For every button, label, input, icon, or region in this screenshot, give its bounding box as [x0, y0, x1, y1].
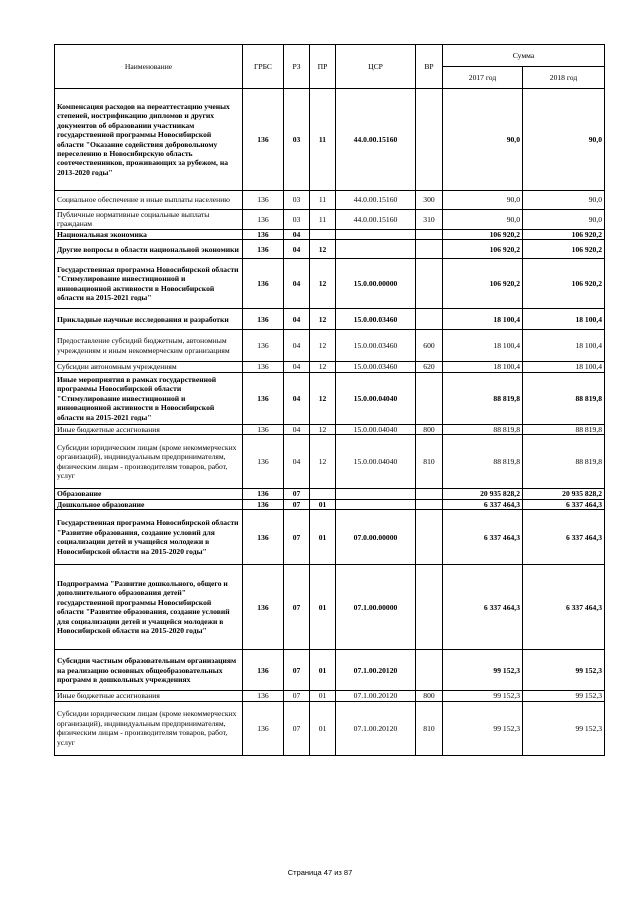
row-sum-2018: 6 337 464,3: [523, 499, 605, 509]
row-rz: 07: [284, 691, 310, 701]
row-sum-2017: 90,0: [443, 210, 523, 230]
row-sum-2018: 106 920,2: [523, 259, 605, 309]
row-pr: 01: [310, 565, 336, 650]
row-csr: 15.0.00.04040: [336, 435, 416, 489]
table-row: [55, 330, 605, 362]
row-rz: 04: [284, 259, 310, 309]
row-rz: 04: [284, 309, 310, 330]
row-grbs: 136: [243, 259, 284, 309]
row-csr: 07.1.00.20120: [336, 691, 416, 701]
table-row: [55, 565, 605, 650]
table-row: [55, 489, 605, 499]
row-vr: 300: [416, 191, 443, 210]
row-grbs: 136: [243, 229, 284, 239]
row-grbs: 136: [243, 191, 284, 210]
page-number: Страница 47 из 87: [287, 868, 353, 877]
row-pr: [310, 229, 336, 239]
row-rz: 04: [284, 435, 310, 489]
table-row: [55, 510, 605, 565]
row-vr: 620: [416, 362, 443, 372]
row-csr: [336, 499, 416, 509]
row-csr: 07.0.00.00000: [336, 510, 416, 565]
row-sum-2018: 18 100,4: [523, 309, 605, 330]
row-vr: [416, 565, 443, 650]
row-sum-2017: 88 819,8: [443, 372, 523, 424]
row-csr: 15.0.00.03460: [336, 362, 416, 372]
row-rz: 04: [284, 229, 310, 239]
row-name: Социальное обеспечение и иные выплаты населению: [55, 191, 243, 210]
row-csr: [336, 489, 416, 499]
row-rz: 03: [284, 210, 310, 230]
row-csr: 15.0.00.04040: [336, 424, 416, 434]
row-pr: 12: [310, 435, 336, 489]
header-row: [55, 45, 605, 67]
row-vr: 800: [416, 424, 443, 434]
row-sum-2017: 18 100,4: [443, 362, 523, 372]
row-csr: 07.1.00.00000: [336, 565, 416, 650]
row-sum-2017: 18 100,4: [443, 309, 523, 330]
col-header-csr: ЦСР: [336, 45, 416, 89]
row-pr: 01: [310, 510, 336, 565]
row-vr: [416, 499, 443, 509]
row-sum-2018: 88 819,8: [523, 424, 605, 434]
row-name: Субсидии юридическим лицам (кроме некоммерческих организаций), индивидуальным предпринимателям, физическим лицам - производителям товаров, работ, услуг: [55, 435, 243, 489]
row-sum-2017: 20 935 828,2: [443, 489, 523, 499]
row-sum-2017: 106 920,2: [443, 259, 523, 309]
row-name: Публичные нормативные социальные выплаты гражданам: [55, 210, 243, 230]
row-name: Другие вопросы в области национальной экономики: [55, 240, 243, 259]
row-csr: 15.0.00.03460: [336, 330, 416, 362]
table-row: [55, 210, 605, 230]
row-csr: 07.1.00.20120: [336, 701, 416, 755]
row-grbs: 136: [243, 362, 284, 372]
row-sum-2018: 90,0: [523, 191, 605, 210]
table-row: [55, 362, 605, 372]
row-name: Государственная программа Новосибирской области "Развитие образования, создание условий для социализации детей и учащейся молодежи в Новосибирской области на 2015-2020 годы": [55, 510, 243, 565]
table-row: [55, 424, 605, 434]
row-grbs: 136: [243, 240, 284, 259]
col-header-name: Наименование: [55, 45, 243, 89]
row-name: Государственная программа Новосибирской области "Стимулирование инвестиционной и инновационной активности в Новосибирской области на 2015-2021 годы": [55, 259, 243, 309]
row-sum-2017: 90,0: [443, 191, 523, 210]
col-header-rz: РЗ: [284, 45, 310, 89]
row-vr: [416, 89, 443, 191]
row-name: Иные бюджетные ассигнования: [55, 424, 243, 434]
row-sum-2018: 6 337 464,3: [523, 510, 605, 565]
row-csr: 44.0.00.15160: [336, 210, 416, 230]
row-pr: 11: [310, 89, 336, 191]
col-header-grbs: ГРБС: [243, 45, 284, 89]
row-csr: 07.1.00.20120: [336, 650, 416, 691]
row-csr: 44.0.00.15160: [336, 89, 416, 191]
row-pr: 11: [310, 191, 336, 210]
row-sum-2018: 99 152,3: [523, 650, 605, 691]
row-name: Предоставление субсидий бюджетным, автономным учреждениям и иным некоммерческим организациям: [55, 330, 243, 362]
row-vr: [416, 510, 443, 565]
row-sum-2018: 6 337 464,3: [523, 565, 605, 650]
col-header-sum: Сумма: [443, 45, 605, 67]
row-grbs: 136: [243, 372, 284, 424]
row-sum-2018: 99 152,3: [523, 701, 605, 755]
row-vr: 600: [416, 330, 443, 362]
row-sum-2017: 106 920,2: [443, 240, 523, 259]
table-row: [55, 691, 605, 701]
row-grbs: 136: [243, 701, 284, 755]
row-sum-2017: 6 337 464,3: [443, 499, 523, 509]
row-rz: 03: [284, 191, 310, 210]
row-sum-2018: 20 935 828,2: [523, 489, 605, 499]
row-vr: [416, 240, 443, 259]
row-name: Субсидии автономным учреждениям: [55, 362, 243, 372]
row-vr: 810: [416, 701, 443, 755]
row-pr: 12: [310, 259, 336, 309]
table-row: [55, 435, 605, 489]
row-rz: 04: [284, 240, 310, 259]
row-vr: [416, 259, 443, 309]
row-rz: 03: [284, 89, 310, 191]
table-row: [55, 240, 605, 259]
row-sum-2017: 99 152,3: [443, 701, 523, 755]
row-csr: 15.0.00.03460: [336, 309, 416, 330]
table-row: [55, 701, 605, 755]
row-name: Прикладные научные исследования и разработки: [55, 309, 243, 330]
row-vr: [416, 309, 443, 330]
row-rz: 04: [284, 372, 310, 424]
row-grbs: 136: [243, 489, 284, 499]
row-name: Дошкольное образование: [55, 499, 243, 509]
row-sum-2018: 88 819,8: [523, 435, 605, 489]
row-rz: 07: [284, 489, 310, 499]
table-row: [55, 89, 605, 191]
row-sum-2018: 88 819,8: [523, 372, 605, 424]
row-pr: 12: [310, 424, 336, 434]
col-header-vr: ВР: [416, 45, 443, 89]
row-sum-2018: 106 920,2: [523, 229, 605, 239]
row-csr: 15.0.00.04040: [336, 372, 416, 424]
row-pr: 12: [310, 330, 336, 362]
table-row: [55, 650, 605, 691]
row-pr: 12: [310, 372, 336, 424]
col-header-2017: 2017 год: [443, 67, 523, 89]
row-name: Компенсация расходов на переаттестацию ученых степеней, нострификацию дипломов и других документов об образовании участникам государственной программы Новосибирской области "Оказание содействия добровольному переселению в Новосибирскую область соотечественников, проживающих за рубежом, на 2013-2020 годы": [55, 89, 243, 191]
table-row: [55, 229, 605, 239]
row-vr: [416, 229, 443, 239]
row-vr: [416, 650, 443, 691]
table-row: [55, 259, 605, 309]
row-rz: 07: [284, 510, 310, 565]
row-grbs: 136: [243, 89, 284, 191]
row-pr: 12: [310, 309, 336, 330]
table-row: [55, 191, 605, 210]
row-rz: 04: [284, 330, 310, 362]
col-header-pr: ПР: [310, 45, 336, 89]
row-pr: [310, 489, 336, 499]
row-name: Иные мероприятия в рамках государственной программы Новосибирской области "Стимулирование инвестиционной и инновационной активности в Новосибирской области на 2015-2021 годы": [55, 372, 243, 424]
row-grbs: 136: [243, 650, 284, 691]
row-rz: 07: [284, 565, 310, 650]
table-body: [55, 89, 605, 756]
row-name: Субсидии частным образовательным организациям на реализацию основных общеобразовательных программ в дошкольных учреждениях: [55, 650, 243, 691]
row-rz: 04: [284, 424, 310, 434]
row-vr: [416, 372, 443, 424]
row-pr: 01: [310, 499, 336, 509]
row-pr: 12: [310, 362, 336, 372]
row-vr: 810: [416, 435, 443, 489]
row-rz: 07: [284, 499, 310, 509]
row-sum-2018: 106 920,2: [523, 240, 605, 259]
table-row: [55, 499, 605, 509]
row-pr: 01: [310, 650, 336, 691]
row-grbs: 136: [243, 691, 284, 701]
row-pr: 01: [310, 701, 336, 755]
row-csr: [336, 240, 416, 259]
row-name: Образование: [55, 489, 243, 499]
row-name: Национальная экономика: [55, 229, 243, 239]
row-csr: 44.0.00.15160: [336, 191, 416, 210]
row-grbs: 136: [243, 330, 284, 362]
col-header-2018: 2018 год: [523, 67, 605, 89]
row-sum-2017: 6 337 464,3: [443, 565, 523, 650]
budget-table: [54, 44, 605, 756]
table-row: [55, 309, 605, 330]
row-sum-2018: 90,0: [523, 210, 605, 230]
row-sum-2018: 18 100,4: [523, 362, 605, 372]
row-sum-2017: 88 819,8: [443, 424, 523, 434]
row-sum-2017: 18 100,4: [443, 330, 523, 362]
row-sum-2018: 18 100,4: [523, 330, 605, 362]
row-sum-2017: 6 337 464,3: [443, 510, 523, 565]
row-sum-2017: 106 920,2: [443, 229, 523, 239]
row-rz: 07: [284, 650, 310, 691]
row-grbs: 136: [243, 499, 284, 509]
row-csr: 15.0.00.00000: [336, 259, 416, 309]
row-sum-2017: 99 152,3: [443, 691, 523, 701]
row-rz: 07: [284, 701, 310, 755]
row-sum-2018: 90,0: [523, 89, 605, 191]
row-vr: [416, 489, 443, 499]
row-grbs: 136: [243, 435, 284, 489]
row-sum-2018: 99 152,3: [523, 691, 605, 701]
row-sum-2017: 90,0: [443, 89, 523, 191]
row-name: Подпрограмма "Развитие дошкольного, общего и дополнительного образования детей" государственной программы Новосибирской области "Развитие образования, создание условий для социализации детей и учащейся молодежи в Новосибирской области на 2015-2020 годы": [55, 565, 243, 650]
row-sum-2017: 99 152,3: [443, 650, 523, 691]
row-pr: 12: [310, 240, 336, 259]
table-row: [55, 372, 605, 424]
row-vr: 310: [416, 210, 443, 230]
row-pr: 11: [310, 210, 336, 230]
row-grbs: 136: [243, 210, 284, 230]
row-grbs: 136: [243, 510, 284, 565]
row-name: Иные бюджетные ассигнования: [55, 691, 243, 701]
row-pr: 01: [310, 691, 336, 701]
row-grbs: 136: [243, 424, 284, 434]
row-name: Субсидии юридическим лицам (кроме некоммерческих организаций), индивидуальным предпринимателям, физическим лицам - производителям товаров, работ, услуг: [55, 701, 243, 755]
row-csr: [336, 229, 416, 239]
row-vr: 800: [416, 691, 443, 701]
row-grbs: 136: [243, 309, 284, 330]
row-rz: 04: [284, 362, 310, 372]
row-grbs: 136: [243, 565, 284, 650]
row-sum-2017: 88 819,8: [443, 435, 523, 489]
